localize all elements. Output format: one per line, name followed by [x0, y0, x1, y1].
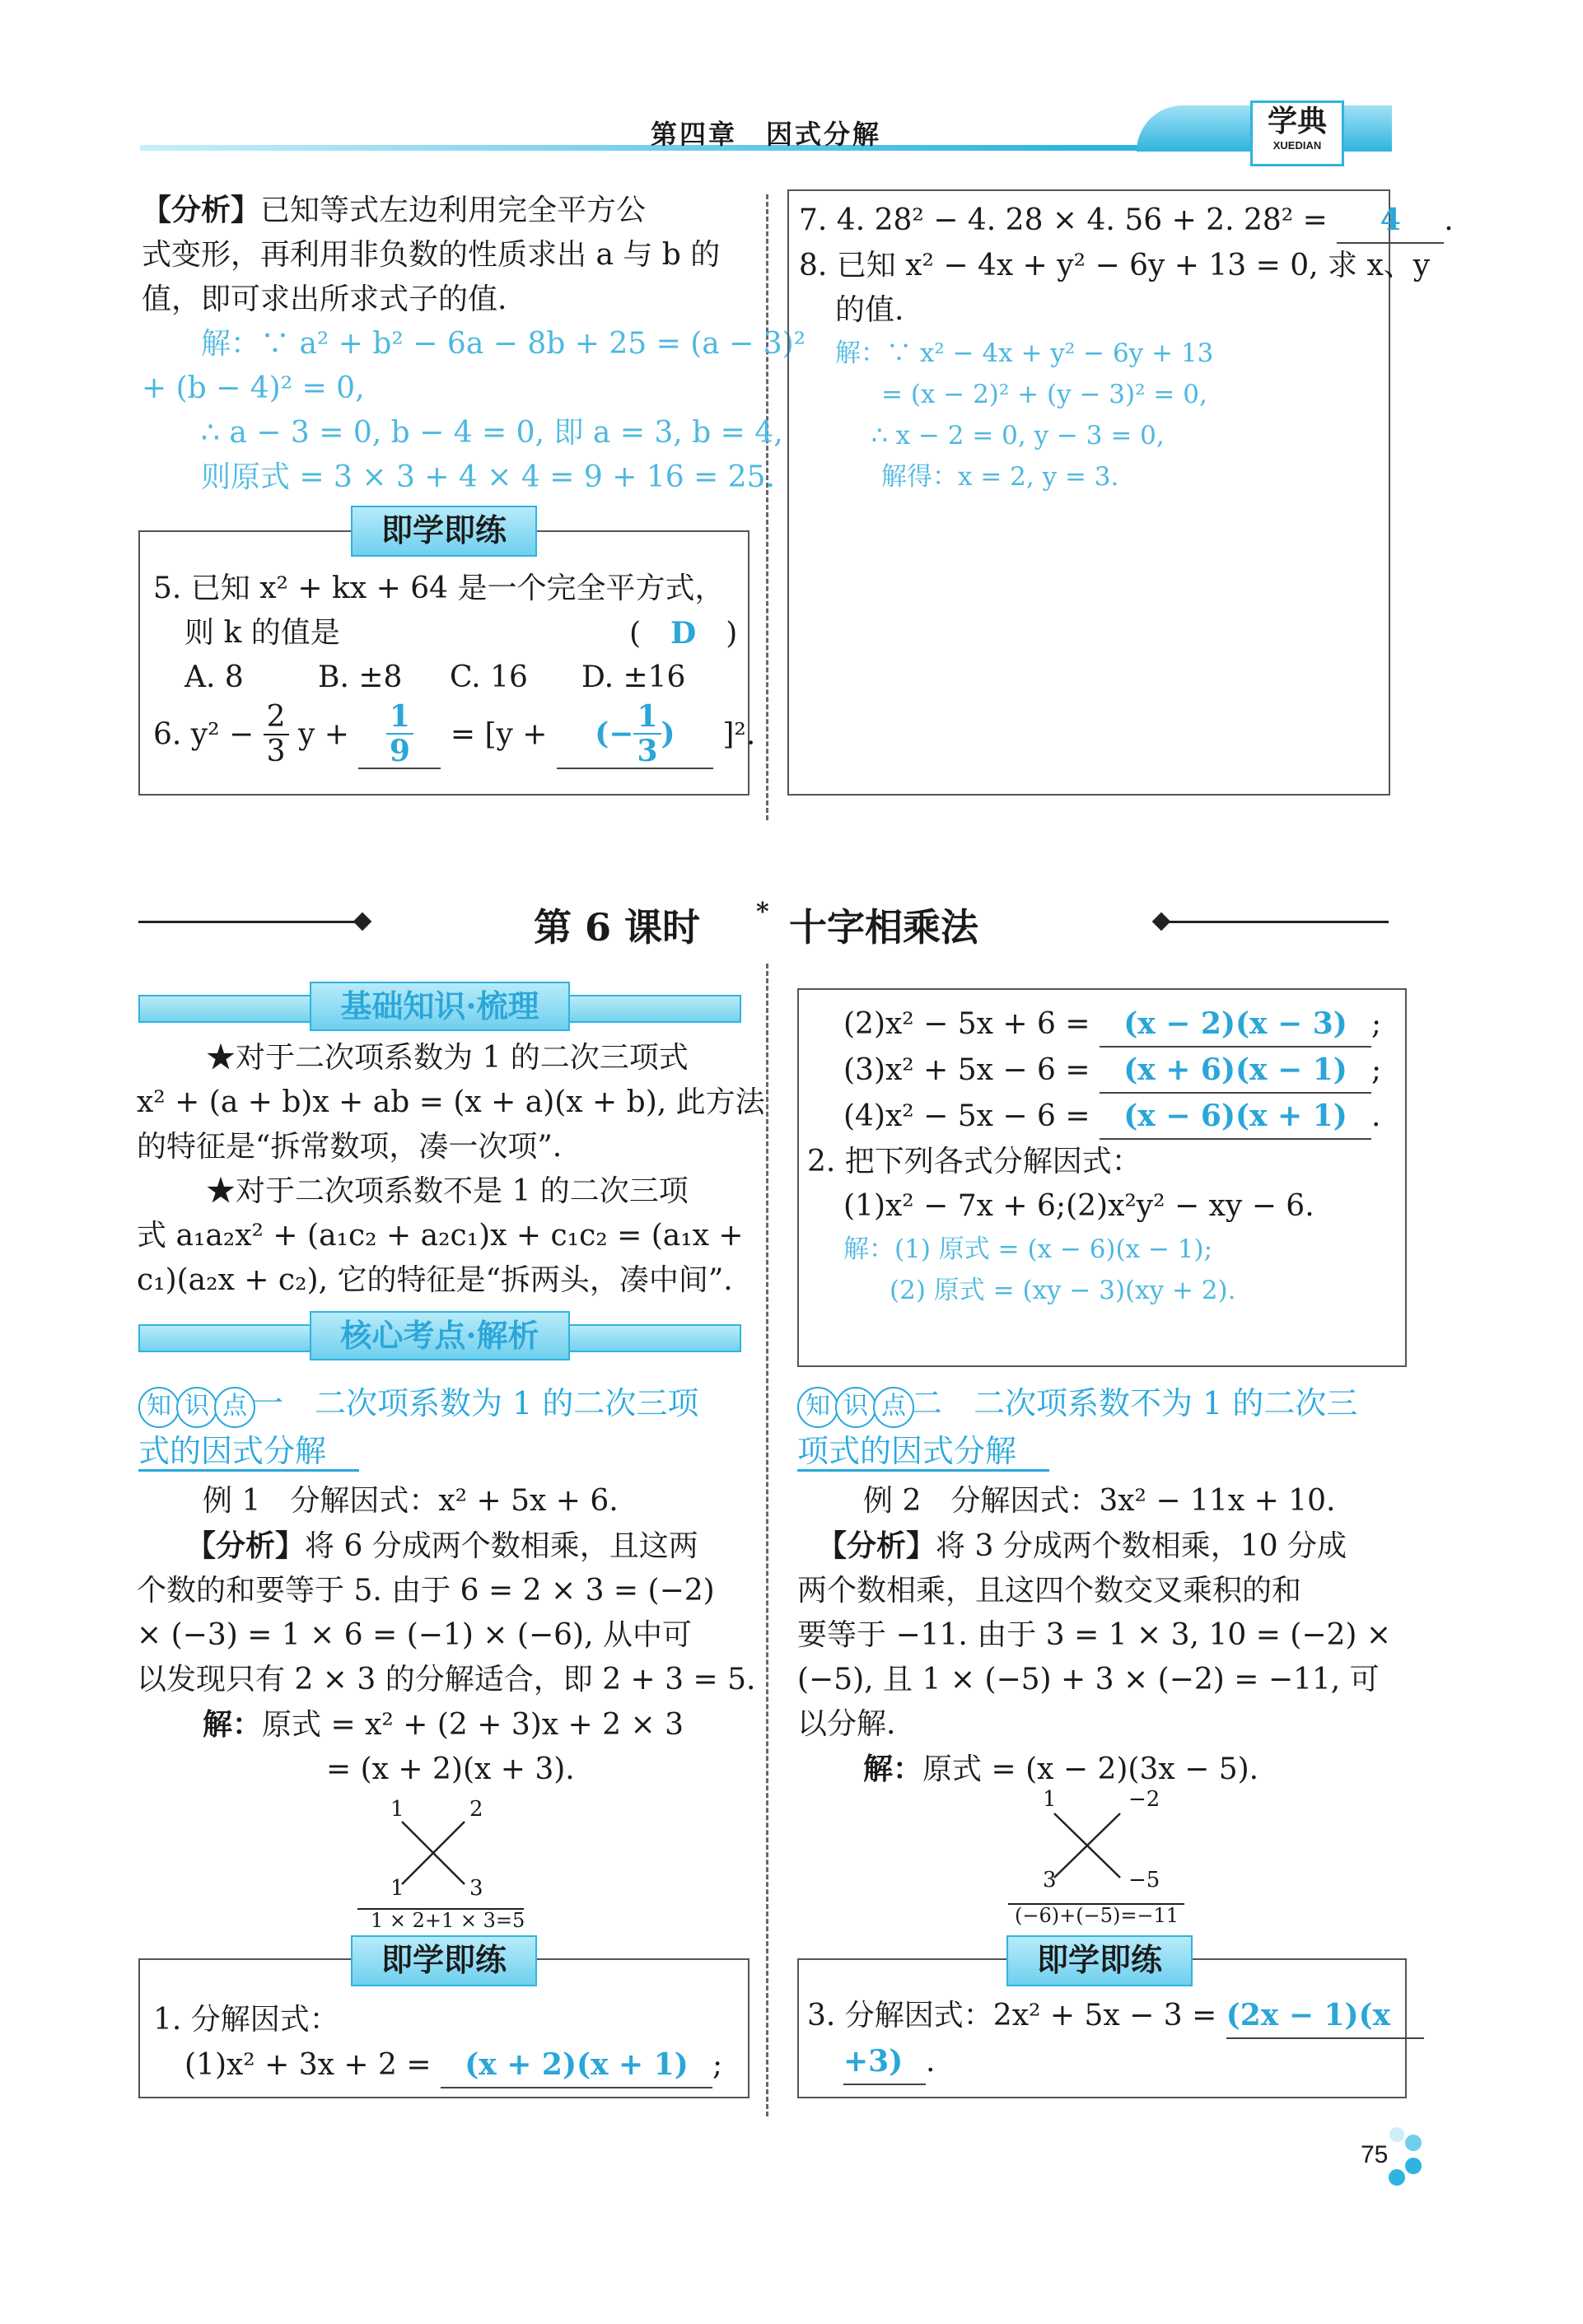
q8-solution-line: = (x − 2)² + (y − 3)² = 0, [881, 380, 1207, 409]
q1-part1: (1)x² + 3x + 2 = [184, 2048, 432, 2082]
cross1-br: 3 [469, 1876, 483, 1901]
q1-part2-answer: (x − 2)(x − 3) [1100, 1001, 1371, 1048]
q6-eq: = [y + [450, 717, 548, 752]
ex1-analysis-line: × (−3) = 1 × 6 = (−1) × (−6), 从中可 [137, 1618, 692, 1652]
q1-part2: (2)x² − 5x + 6 = [843, 1007, 1090, 1041]
column-divider-top [766, 194, 768, 820]
solution-line: 解：∵ a² + b² − 6a − 8b + 25 = (a − 3)² [201, 327, 806, 361]
question-5: 5. 已知 x² + kx + 64 是一个完全平方式， 则 k 的值是 ( D ) A. 8 B. ±8 C. 16 D. ±16 [153, 567, 738, 700]
q6-answer-2: (− $\frac{1}{3}$ ) [557, 700, 713, 769]
q3-answer-2: +3) [843, 2039, 926, 2085]
kp2-title2: 项式的因式分解 [797, 1433, 1049, 1472]
basics-p2-line: c₁)(a₂x + c₂), 它的特征是“拆两头，凑中间”. [137, 1263, 733, 1297]
hexagon-dots-icon [1384, 2125, 1433, 2191]
ex1-analysis-label: 【分析】 [186, 1528, 306, 1563]
core-tag: 核心考点·解析 [310, 1311, 570, 1360]
cross1-sum: 1 × 2+1 × 3=5 [371, 1909, 525, 1932]
q6-fraction: $\frac{2}{3}$ [264, 701, 289, 768]
column-divider-bottom [766, 964, 768, 2116]
q5-answer: D [670, 616, 697, 651]
solution-line: 则原式 = 3 × 3 + 4 × 4 = 9 + 16 = 25. [201, 460, 775, 494]
example-1 [137, 1479, 756, 1792]
basics-p1-line: 的特征是“拆常数项，凑一次项”. [137, 1130, 563, 1164]
solution-line: ∴ a − 3 = 0, b − 4 = 0, 即 a = 3, b = 4, [201, 416, 783, 450]
q8-solution-line: 解：∵ x² − 4x + y² − 6y + 13 [835, 338, 1214, 368]
ex2-analysis-label: 【分析】 [817, 1528, 936, 1563]
ex2-sol-line: 原式 = (x − 2)(3x − 5). [922, 1752, 1259, 1786]
kp2-num: 二 [911, 1385, 943, 1421]
basics-tag: 基础知识·梳理 [310, 982, 570, 1031]
q2-text2: (1)x² − 7x + 6;(2)x²y² − xy − 6. [843, 1189, 1314, 1223]
section-title: 第 6 课时 [534, 905, 701, 950]
kp2-bubble: 知 [797, 1387, 838, 1428]
q2-solution-line: (2) 原式 = (xy − 3)(xy + 2). [890, 1276, 1236, 1305]
section-diamond-left [353, 912, 372, 931]
brand-en: XUEDIAN [1272, 139, 1322, 152]
practice-tag: 即学即练 [351, 506, 537, 557]
ex2-sol-label: 解： [863, 1752, 923, 1786]
page-number: 75 [1361, 2141, 1389, 2168]
solution-line: + (b − 4)² = 0, [142, 371, 365, 405]
question-3 [807, 1993, 1392, 2085]
ex2-analysis-line: 两个数相乘，且这四个数交叉乘积的和 [797, 1574, 1302, 1608]
ex1-sol-line: = (x + 2)(x + 3). [326, 1752, 575, 1786]
cross2-tl: 1 [1043, 1787, 1057, 1812]
kp1-title2: 式的因式分解 [138, 1433, 359, 1472]
q5-text2: 则 k 的值是 [184, 616, 340, 650]
cross-diagram-1 [354, 1795, 535, 1935]
brand-name: 学典 [1267, 104, 1327, 138]
analysis-line: 值，即可求出所求式子的值. [142, 282, 507, 316]
kp1-bubble: 知 [138, 1387, 180, 1428]
left-top-analysis [142, 188, 806, 500]
q5-option-a: A. 8 [184, 660, 244, 694]
kp1-title: 二次项系数为 1 的二次三项 [315, 1385, 699, 1421]
ex2-analysis-line: 将 3 分成两个数相乘，10 分成 [936, 1529, 1347, 1563]
q1-part4-answer: (x − 6)(x + 1) [1100, 1094, 1371, 1140]
q8-solution-line: ∴ x − 2 = 0, y − 3 = 0, [871, 421, 1165, 450]
q7-text: 7. 4. 28² − 4. 28 × 4. 56 + 2. 28² = [799, 203, 1328, 237]
q2-solution-line: 解：(1) 原式 = (x − 6)(x − 1); [843, 1234, 1213, 1264]
cross1-bl: 1 [390, 1876, 404, 1901]
q3-text: 3. 分解因式：2x² + 5x − 3 = [807, 1999, 1217, 2032]
cross2-sum: (−6)+(−5)=−11 [1015, 1904, 1179, 1927]
ex2-analysis-line: (−5), 且 1 × (−5) + 3 × (−2) = −11, 可 [797, 1663, 1380, 1696]
kp2-bubble: 点 [873, 1387, 914, 1428]
brand-logo [1250, 100, 1344, 166]
q2-text: 2. 把下列各式分解因式： [807, 1145, 1142, 1178]
q6-pre: 6. y² − [153, 717, 254, 752]
q1-part3: (3)x² + 5x − 6 = [843, 1053, 1090, 1087]
section-line-right [1165, 921, 1389, 923]
ex1-sol-label: 解： [203, 1707, 263, 1742]
cross1-tr: 2 [469, 1797, 483, 1822]
chapter-title: 第四章 因式分解 [651, 119, 882, 150]
q5-option-c: C. 16 [450, 660, 528, 694]
basics-p1-line: ★对于二次项系数为 1 的二次三项式 [206, 1041, 689, 1075]
section-subtitle: 十字相乘法 [789, 905, 978, 950]
question-6 [153, 700, 755, 769]
q3-end: . [926, 2045, 936, 2079]
cross-diagram-2 [1006, 1787, 1196, 1927]
question-1 [153, 1998, 722, 2088]
kp1-num: 一 [252, 1385, 284, 1421]
q1-part1-end: ; [712, 2048, 723, 2082]
kp2-title: 二次项系数不为 1 的二次三 [974, 1385, 1358, 1421]
q5-option-b: B. ±8 [318, 660, 403, 694]
q1-part1-answer: (x + 2)(x + 1) [441, 2042, 712, 2088]
kp1-bubble: 点 [214, 1387, 255, 1428]
basics-p2-line: ★对于二次项系数不是 1 的二次三项 [206, 1174, 689, 1208]
kp1-heading [138, 1380, 698, 1474]
analysis-line: 已知等式左边利用完全平方公 [260, 194, 647, 227]
right-top-content: 7. 4. 28² − 4. 28 × 4. 56 + 2. 28² = 4 . 8. 已知 x² − 4x + y² − 6y + 13 = 0, 求 x、y 的值. 解：∵ x² − 4x + y² − 6y + 13 = (x − 2)² + (y − 3)² = 0, ∴ x − 2 = 0, y − 3 = 0, 解得：x = 2, y = 3. [799, 198, 1375, 497]
page-dots-decoration [1384, 2125, 1433, 2194]
cross2-br: −5 [1128, 1868, 1160, 1892]
practice-tag: 即学即练 [351, 1935, 537, 1986]
q6-mid: y + [297, 717, 349, 752]
q5-text: 5. 已知 x² + kx + 64 是一个完全平方式， [153, 572, 725, 605]
kp2-heading [797, 1380, 1357, 1474]
basics-content [137, 1036, 765, 1303]
example-2 [797, 1479, 1407, 1792]
q8-text2: 的值. [835, 293, 904, 327]
q1-part3-end: ; [1371, 1053, 1382, 1087]
section-star: * [756, 898, 769, 926]
ex2-analysis-line: 要等于 −11. 由于 3 = 1 × 3, 10 = (−2) × [797, 1618, 1392, 1652]
ex1-analysis-line: 以发现只有 2 × 3 的分解适合，即 2 + 3 = 5. [137, 1663, 756, 1696]
q7-answer: 4 [1337, 198, 1444, 244]
q8-solution-line: 解得：x = 2, y = 3. [881, 462, 1119, 492]
kp1-bubble: 识 [176, 1387, 217, 1428]
q1-title: 1. 分解因式： [153, 2003, 339, 2037]
q1-part4: (4)x² − 5x − 6 = [843, 1099, 1090, 1133]
analysis-line: 式变形，再利用非负数的性质求出 a 与 b 的 [142, 238, 721, 272]
cross1-tl: 1 [390, 1797, 404, 1822]
ex1-analysis-line: 个数的和要等于 5. 由于 6 = 2 × 3 = (−2) [137, 1574, 715, 1608]
q3-answer-1: (2x − 1)(x [1226, 1993, 1424, 2039]
q6-post: ]². [722, 717, 756, 752]
q6-answer-1: $\frac{1}{9}$ [358, 700, 441, 769]
q1-part2-end: ; [1371, 1007, 1382, 1041]
cross2-tr: −2 [1128, 1787, 1160, 1812]
analysis-label: 【分析】 [142, 193, 261, 227]
q1-part4-end: . [1371, 1099, 1381, 1133]
ex1-title: 例 1 分解因式：x² + 5x + 6. [203, 1484, 619, 1518]
basics-p1-line: x² + (a + b)x + ab = (x + a)(x + b), 此方法 [137, 1085, 765, 1119]
basics-p2-line: 式 a₁a₂x² + (a₁c₂ + a₂c₁)x + c₁c₂ = (a₁x + [137, 1219, 744, 1253]
cross2-bl: 3 [1043, 1868, 1057, 1892]
right-mid-content [807, 1001, 1400, 1311]
q5-option-d: D. ±16 [581, 660, 686, 694]
ex2-title: 例 2 分解因式：3x² − 11x + 10. [863, 1484, 1336, 1518]
q1-part3-answer: (x + 6)(x − 1) [1100, 1048, 1371, 1094]
practice-tag: 即学即练 [1006, 1935, 1193, 1986]
q8-text: 8. 已知 x² − 4x + y² − 6y + 13 = 0, 求 x、y [799, 249, 1431, 282]
ex2-analysis-line: 以分解. [797, 1707, 896, 1741]
kp2-bubble: 识 [835, 1387, 876, 1428]
section-line-left [138, 921, 361, 923]
ex1-sol-line: 原式 = x² + (2 + 3)x + 2 × 3 [262, 1708, 684, 1742]
ex1-analysis-line: 将 6 分成两个数相乘，且这两 [305, 1529, 698, 1563]
